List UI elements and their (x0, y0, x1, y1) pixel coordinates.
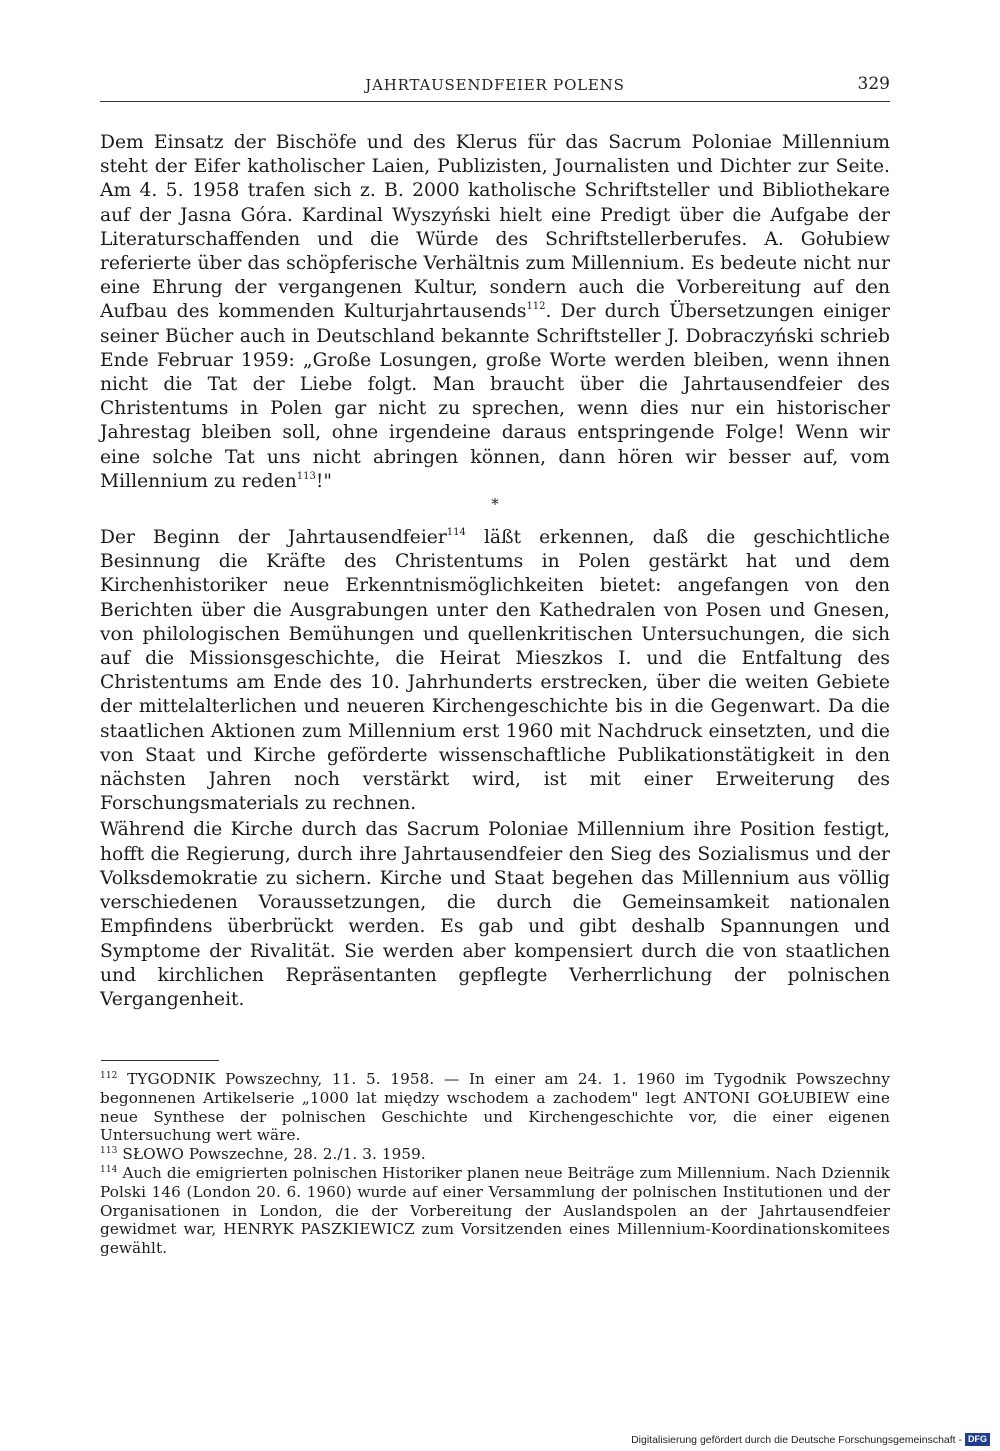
page-header (100, 74, 890, 100)
footnote-number: 113 (100, 1146, 118, 1157)
paragraph-1-text-b: . Der durch Übersetzungen einiger seiner Bücher auch in Deutschland bekannte Schriftsteller J. Dobraczyński schrieb Ende Februar 1959: „Große Losungen, große Worte werden bleiben, wenn ihnen nicht die Tat der Liebe folgt. Man braucht über die Jahrtausendfeier des Christentums in Polen gar nicht zu sprechen, wenn dies nur ein historischer Jahrestag bleiben soll, ohne irgendeine daraus entspringende Folge! Wenn wir eine solche Tat uns nicht abringen können, dann hören wir besser auf, vom Millennium zu reden (100, 301, 890, 492)
paragraph-2-text-b: läßt erkennen, daß die geschichtliche Besinnung die Kräfte des Christentums in Polen gestärkt hat und dem Kirchenhistoriker neue Erkenntnismöglichkeiten bietet: angefangen von den Berichten über die Ausgrabungen unter den Kathedralen von Posen und Gnesen, von philologischen Bemühungen und quellenkritischen Untersuchungen, die sich auf die Missionsgeschichte, die Heirat Mieszkos I. und die Entfaltung des Christentums am Ende des 10. Jahrhunderts erstrecken, über die weiten Gebiete der mittelalterlichen und neueren Kirchengeschichte bis in die Gegenwart. Da die staatlichen Aktionen zum Millennium erst 1960 mit Nachdruck einsetzten, und die von Staat und Kirche geförderte wissenschaftliche Publikationstätigkeit in den nächsten Jahren noch verstärkt wird, ist mit einer Erweiterung des Forschungsmaterials zu rechnen. (100, 527, 890, 815)
paragraph-1-text-a: Dem Einsatz der Bischöfe und des Klerus für das Sacrum Poloniae Millennium steht der Eifer katholischer Laien, Publizisten, Journalisten und Dichter zur Seite. Am 4. 5. 1958 trafen sich z. B. 2000 katholische Schriftsteller und Bibliothekare auf der Jasna Góra. Kardinal Wyszyński hielt eine Predigt über die Aufgabe der Literaturschaffenden und die Würde des Schriftstellerberufes. A. Gołubiew referierte über das schöpferische Verhältnis zum Millennium. Es bedeute nicht nur eine Ehrung der vergangenen Kultur, sondern auch die Vorbereitung auf den Aufbau des kommenden Kulturjahrtausends (100, 132, 890, 323)
footnote-114 (100, 1164, 890, 1258)
footnote-112 (100, 1070, 890, 1145)
paragraph-2 (100, 526, 890, 816)
paragraph-3: Während die Kirche durch das Sacrum Poloniae Millennium ihre Position festigt, hofft die Regierung, durch ihre Jahrtausendfeier den Sieg des Sozialismus und der Volksdemokratie zu sichern. Kirche und Staat begehen das Millennium aus völlig verschiedenen Voraussetzungen, die durch die Gemeinsamkeit nationalen Empfindens überbrückt werden. Es gab und gibt deshalb Spannungen und Symptome der Rivalität. Sie werden aber kompensiert durch die von staatlichen und kirchlichen Repräsentanten gepflegte Verherrlichung der polnischen Vergangenheit. (100, 819, 890, 1010)
credit-text: Digitalisierung gefördert durch die Deutsche Forschungsgemeinschaft - (631, 1433, 962, 1446)
footnote-113 (100, 1145, 890, 1164)
paragraph-1-text-c: !" (315, 470, 332, 492)
footnote-ref-112: 112 (526, 301, 546, 313)
header-rule (100, 101, 890, 102)
footnote-number: 114 (100, 1164, 118, 1175)
paragraph-2-text-a: Der Beginn der Jahrtausendfeier (100, 527, 447, 549)
footnote-rule (101, 1060, 219, 1061)
page-number: 329 (857, 74, 890, 94)
footnote-text: SŁOWO Powszechne, 28. 2./1. 3. 1959. (117, 1145, 426, 1164)
running-title: JAHRTAUSENDFEIER POLENS (365, 76, 625, 94)
footnote-text: Auch die emigrierten polnischen Historiker planen neue Beiträge zum Millennium. Nach Dziennik Polski 146 (London 20. 6. 1960) wurde auf einer Versammlung der polnischen Institutionen und der Organisationen in London, die der Vorbereitung der Auslandspolen an der Jahrtausendfeier gewidmet war, HENRYK PASZKIEWICZ zum Vorsitzenden eines Millennium-Koordinationskomitees gewählt. (100, 1163, 890, 1258)
paragraph-1 (100, 131, 890, 494)
main-text (100, 131, 890, 1012)
footnote-number: 112 (100, 1071, 118, 1081)
section-separator: * (491, 495, 499, 514)
footnotes (100, 1070, 890, 1258)
footnote-ref-113: 113 (296, 470, 316, 482)
digitization-credit (631, 1433, 990, 1446)
dfg-logo-icon: DFG (965, 1433, 990, 1446)
footnote-ref-114: 114 (446, 527, 466, 539)
footnote-text: TYGODNIK Powszechny, 11. 5. 1958. — In einer am 24. 1. 1960 im Tygodnik Powszechny begonnenen Artikelserie „1000 lat między wschodem a zachodem" legt ANTONI GOŁUBIEW eine neue Synthese der polnischen Geschichte und Kirchengeschichte vor, die einer eigenen Untersuchung wert wäre. (100, 1070, 890, 1145)
